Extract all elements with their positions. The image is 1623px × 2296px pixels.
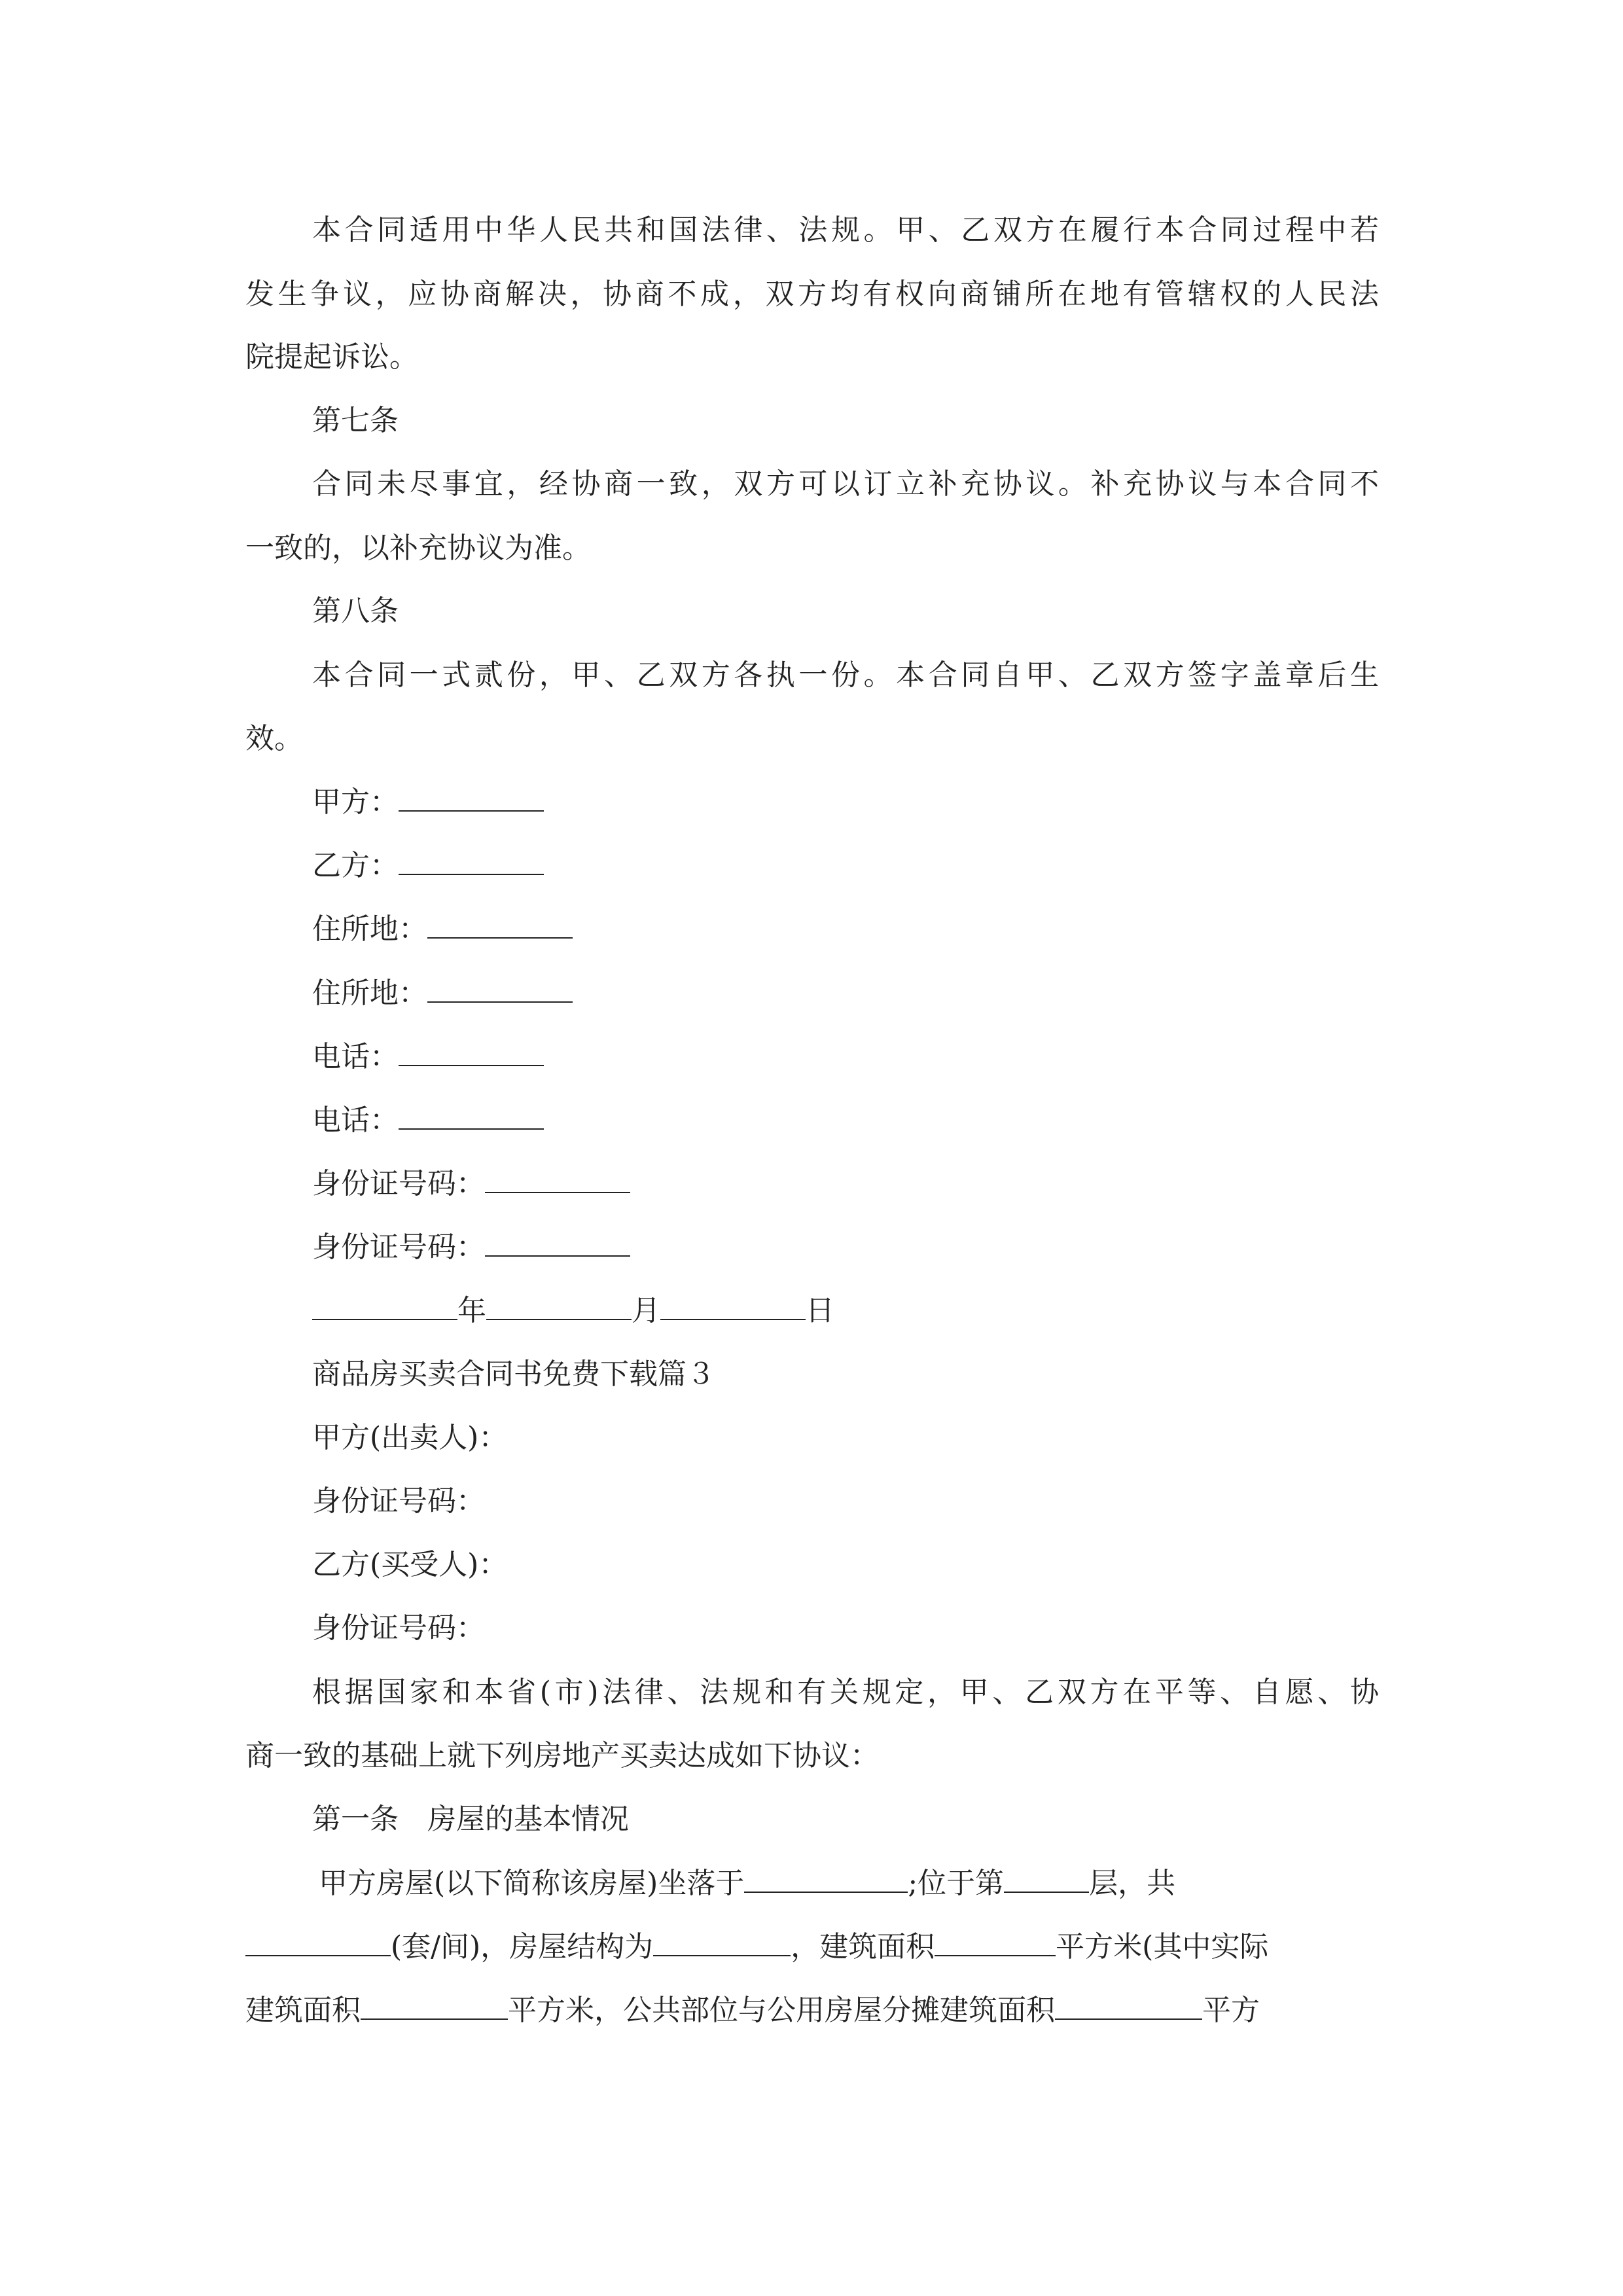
art1-line2-text-b: ，建筑面积 bbox=[791, 1930, 935, 1964]
art1-line3-text-a: 建筑面积 bbox=[245, 1994, 361, 2027]
section-3-intro-line-2: 商一致的基础上就下列房地产买卖达成如下协议： bbox=[245, 1739, 879, 1772]
date-month-label: 月 bbox=[632, 1294, 660, 1327]
signature-party-a-label: 甲方： bbox=[312, 785, 399, 819]
floor-number-blank bbox=[1004, 1865, 1089, 1893]
art1-line1-text-b: ;位于第 bbox=[908, 1867, 1005, 1900]
signature-address-a-blank bbox=[427, 911, 573, 939]
signature-id-b-label: 身份证号码： bbox=[312, 1230, 485, 1264]
signature-address-b bbox=[312, 974, 573, 1013]
article-8-heading: 第八条 bbox=[312, 594, 399, 628]
section-3-title: 商品房买卖合同书免费下载篇３ bbox=[312, 1357, 715, 1391]
signature-party-a bbox=[312, 783, 544, 822]
art1-line3-text-b: 平方米，公共部位与公用房屋分摊建筑面积 bbox=[508, 1994, 1055, 2027]
signature-phone-a bbox=[312, 1037, 544, 1077]
art1-line1-text-c: 层，共 bbox=[1089, 1867, 1176, 1900]
building-area-blank bbox=[935, 1929, 1056, 1956]
date-month-blank bbox=[486, 1293, 632, 1320]
art1-line1-text-a: 甲方房屋(以下简称该房屋)坐落于 bbox=[319, 1867, 745, 1900]
actual-area-blank bbox=[361, 1992, 508, 2020]
signature-address-b-blank bbox=[427, 975, 573, 1003]
section-3-article-1-line-3 bbox=[245, 1991, 1260, 2030]
section-3-seller: 甲方(出卖人)： bbox=[312, 1421, 508, 1454]
signature-date bbox=[312, 1291, 834, 1331]
section-3-intro-line-1: 根据国家和本省(市)法律、法规和有关规定，甲、乙双方在平等、自愿、协 bbox=[312, 1676, 1379, 1709]
art1-line3-text-c: 平方 bbox=[1202, 1994, 1260, 2027]
signature-id-b-blank bbox=[485, 1229, 630, 1257]
signature-address-a-label: 住所地： bbox=[312, 912, 427, 946]
section-3-article-1-line-2 bbox=[245, 1928, 1268, 1967]
article-7-line-2: 一致的，以补充协议为准。 bbox=[245, 531, 591, 565]
signature-phone-b-blank bbox=[399, 1102, 544, 1130]
article-6-paragraph-line-3: 院提起诉讼。 bbox=[245, 340, 418, 374]
section-3-seller-id: 身份证号码： bbox=[312, 1484, 485, 1518]
article-8-line-1: 本合同一式贰份，甲、乙双方各执一份。本合同自甲、乙双方签字盖章后生 bbox=[312, 658, 1379, 692]
unit-count-blank bbox=[245, 1929, 391, 1956]
section-3-buyer: 乙方(买受人)： bbox=[312, 1548, 508, 1581]
signature-party-b bbox=[312, 846, 544, 886]
article-6-paragraph-line-2: 发生争议，应协商解决，协商不成，双方均有权向商铺所在地有管辖权的人民法 bbox=[245, 278, 1379, 311]
signature-phone-a-blank bbox=[399, 1039, 544, 1066]
signature-phone-b-label: 电话： bbox=[312, 1103, 399, 1137]
signature-id-a bbox=[312, 1164, 630, 1204]
signature-id-a-label: 身份证号码： bbox=[312, 1167, 485, 1200]
signature-address-a bbox=[312, 910, 573, 949]
article-7-line-1: 合同未尽事宜，经协商一致，双方可以订立补充协议。补充协议与本合同不 bbox=[312, 467, 1379, 501]
signature-party-b-label: 乙方： bbox=[312, 849, 399, 882]
signature-phone-b bbox=[312, 1101, 544, 1140]
section-3-article-1-line-1 bbox=[319, 1864, 1175, 1903]
signature-id-b bbox=[312, 1228, 630, 1267]
signature-id-a-blank bbox=[485, 1166, 630, 1193]
signature-party-b-blank bbox=[399, 848, 544, 875]
signature-phone-a-label: 电话： bbox=[312, 1040, 399, 1073]
date-day-label: 日 bbox=[806, 1294, 834, 1327]
article-6-paragraph-line-1: 本合同适用中华人民共和国法律、法规。甲、乙双方在履行本合同过程中若 bbox=[312, 213, 1379, 247]
article-8-line-2: 效。 bbox=[245, 722, 303, 755]
house-location-blank bbox=[744, 1865, 908, 1893]
section-3-article-1-heading: 第一条 房屋的基本情况 bbox=[312, 1803, 629, 1836]
art1-line2-text-a: (套/间)，房屋结构为 bbox=[391, 1930, 654, 1964]
art1-line2-text-c: 平方米(其中实际 bbox=[1056, 1930, 1269, 1964]
signature-address-b-label: 住所地： bbox=[312, 977, 427, 1010]
article-7-heading: 第七条 bbox=[312, 404, 399, 437]
section-3-buyer-id: 身份证号码： bbox=[312, 1611, 485, 1645]
shared-area-blank bbox=[1055, 1992, 1202, 2020]
house-structure-blank bbox=[653, 1929, 791, 1956]
signature-party-a-blank bbox=[399, 784, 544, 812]
date-day-blank bbox=[660, 1293, 806, 1320]
date-year-label: 年 bbox=[457, 1294, 486, 1327]
date-year-blank bbox=[312, 1293, 457, 1320]
